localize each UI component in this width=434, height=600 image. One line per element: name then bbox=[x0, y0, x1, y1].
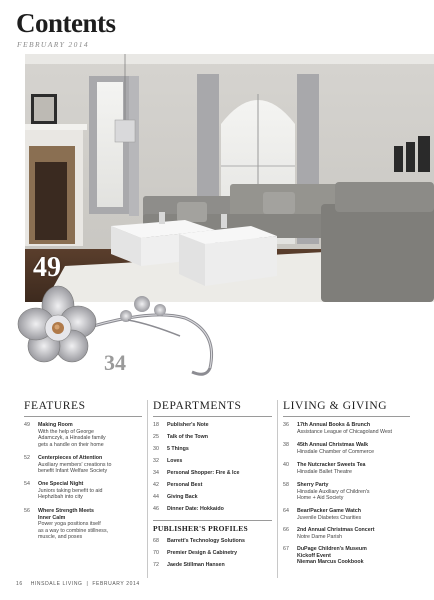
footer-magazine-name: HINSDALE LIVING bbox=[30, 581, 83, 587]
publishers-profiles-heading: PUBLISHER'S PROFILES bbox=[153, 520, 272, 533]
jewelry-page-label: 34 bbox=[104, 350, 126, 375]
entry-page: 58 bbox=[283, 482, 289, 488]
entry-title: Bear/Packer Game Watch bbox=[297, 508, 361, 514]
entry-page: 49 bbox=[24, 422, 30, 428]
list-item[interactable] bbox=[24, 481, 103, 501]
list-item[interactable] bbox=[283, 527, 375, 540]
entry-line: With the help of George bbox=[38, 428, 94, 435]
entry-page: 44 bbox=[153, 494, 159, 500]
page-title: Contents bbox=[16, 8, 116, 38]
entry-line: Notre Dame Parish bbox=[297, 533, 343, 540]
list-item[interactable] bbox=[153, 470, 239, 477]
entry-title: 5 Things bbox=[167, 446, 189, 452]
entry-page: 25 bbox=[153, 434, 159, 440]
photo-page-label: 49 bbox=[33, 252, 61, 283]
list-item[interactable] bbox=[153, 458, 182, 465]
list-item[interactable] bbox=[153, 494, 198, 501]
entry-page: 32 bbox=[153, 458, 159, 464]
list-item[interactable] bbox=[153, 506, 224, 513]
features-rule bbox=[24, 416, 142, 417]
list-item[interactable] bbox=[283, 462, 366, 475]
entry-title: Publisher's Note bbox=[167, 422, 209, 428]
entry-title: Nieman Marcus Cookbook bbox=[297, 559, 364, 566]
entry-title: Giving Back bbox=[167, 494, 198, 500]
entry-page: 56 bbox=[24, 508, 30, 514]
departments-rule bbox=[153, 416, 272, 417]
list-item[interactable] bbox=[283, 482, 370, 502]
entry-line: gets a handle on their home bbox=[38, 441, 104, 448]
entry-page: 72 bbox=[153, 562, 159, 568]
entry-page: 70 bbox=[153, 550, 159, 556]
entry-title: Personal Shopper: Fire & Ice bbox=[167, 470, 240, 476]
entry-page: 36 bbox=[283, 422, 289, 428]
list-item[interactable] bbox=[24, 508, 108, 541]
entry-line: Hinsdale Auxiliary of Children's bbox=[297, 488, 370, 495]
entry-line: Hinsdale Ballet Theatre bbox=[297, 468, 352, 475]
list-item[interactable] bbox=[24, 422, 106, 448]
entry-page: 38 bbox=[283, 442, 289, 448]
living-giving-heading: LIVING & GIVING bbox=[283, 400, 388, 412]
entry-page: 64 bbox=[283, 508, 289, 514]
entry-line: benefit Infant Welfare Society bbox=[38, 468, 108, 475]
list-item[interactable] bbox=[283, 508, 361, 521]
living-giving-rule bbox=[283, 416, 410, 417]
column-divider bbox=[277, 400, 278, 578]
entry-title: DuPage Children's Museum bbox=[297, 546, 367, 552]
entry-title: Sherry Party bbox=[297, 482, 329, 488]
entry-title: One Special Night bbox=[38, 481, 84, 487]
entry-line: Juniors taking benefit to aid bbox=[38, 487, 103, 494]
list-item[interactable] bbox=[153, 538, 245, 545]
entry-title: Barrett's Technology Solutions bbox=[167, 538, 245, 544]
list-item[interactable] bbox=[283, 422, 392, 435]
list-item[interactable] bbox=[153, 562, 225, 569]
living-room-photo bbox=[25, 54, 434, 302]
entry-line: Assistance League of Chicagoland West bbox=[297, 428, 393, 435]
list-item[interactable] bbox=[153, 434, 208, 441]
entry-title: Talk of the Town bbox=[167, 434, 208, 440]
entry-title: 17th Annual Books & Brunch bbox=[297, 422, 371, 428]
entry-page: 40 bbox=[283, 462, 289, 468]
entry-title: Jaede Stillman Hansen bbox=[167, 562, 225, 568]
entry-title: The Nutcracker Sweets Tea bbox=[297, 462, 366, 468]
entry-title: Where Strength Meets bbox=[38, 508, 94, 514]
entry-title: Inner Calm bbox=[38, 514, 66, 521]
entry-title: Making Room bbox=[38, 422, 73, 428]
entry-line: Auxiliary members' creations to bbox=[38, 461, 112, 468]
entry-title: Premier Design & Cabinetry bbox=[167, 550, 238, 556]
entry-title: Centerpieces of Attention bbox=[38, 455, 103, 461]
entry-title: 2nd Annual Christmas Concert bbox=[297, 527, 375, 533]
departments-heading: DEPARTMENTS bbox=[153, 400, 242, 412]
column-divider bbox=[147, 400, 148, 578]
list-item[interactable] bbox=[283, 546, 367, 566]
entry-page: 54 bbox=[24, 481, 30, 487]
entry-line: Power yoga positions itself bbox=[38, 521, 101, 528]
list-item[interactable] bbox=[153, 446, 189, 453]
page-footer: 16 HINSDALE LIVING | FEBRUARY 2014 bbox=[16, 581, 140, 587]
entry-page: 68 bbox=[153, 538, 159, 544]
list-item[interactable] bbox=[283, 442, 374, 455]
entry-page: 46 bbox=[153, 506, 159, 512]
entry-page: 30 bbox=[153, 446, 159, 452]
entry-line: Home + Aid Society bbox=[297, 495, 344, 502]
entry-page: 18 bbox=[153, 422, 159, 428]
entry-title: Kickoff Event bbox=[297, 552, 331, 559]
footer-issue-date: FEBRUARY 2014 bbox=[92, 581, 140, 587]
entry-line: Adamczyk, a Hinsdale family bbox=[38, 435, 106, 442]
entry-line: Juvenile Diabetes Charities bbox=[297, 514, 362, 521]
list-item[interactable] bbox=[153, 422, 209, 429]
entry-page: 34 bbox=[153, 470, 159, 476]
features-heading: FEATURES bbox=[24, 400, 86, 412]
entry-title: Personal Best bbox=[167, 482, 203, 488]
entry-title: 45th Annual Christmas Walk bbox=[297, 442, 369, 448]
entry-title: Dinner Date: Hokkaido bbox=[167, 506, 224, 512]
issue-date: FEBRUARY 2014 bbox=[17, 40, 90, 49]
entry-line: Hinsdale Chamber of Commerce bbox=[297, 448, 375, 455]
entry-page: 67 bbox=[283, 546, 289, 552]
list-item[interactable] bbox=[24, 455, 111, 475]
entry-page: 52 bbox=[24, 455, 30, 461]
entry-title: Loves bbox=[167, 458, 183, 464]
list-item[interactable] bbox=[153, 550, 237, 557]
entry-page: 42 bbox=[153, 482, 159, 488]
list-item[interactable] bbox=[153, 482, 202, 489]
entry-line: as a way to combine stillness, bbox=[38, 527, 109, 534]
entry-line: muscle, and poses bbox=[38, 534, 83, 541]
footer-page-number: 16 bbox=[16, 581, 23, 587]
entry-page: 66 bbox=[283, 527, 289, 533]
entry-line: Hephzibah into city bbox=[38, 494, 83, 501]
